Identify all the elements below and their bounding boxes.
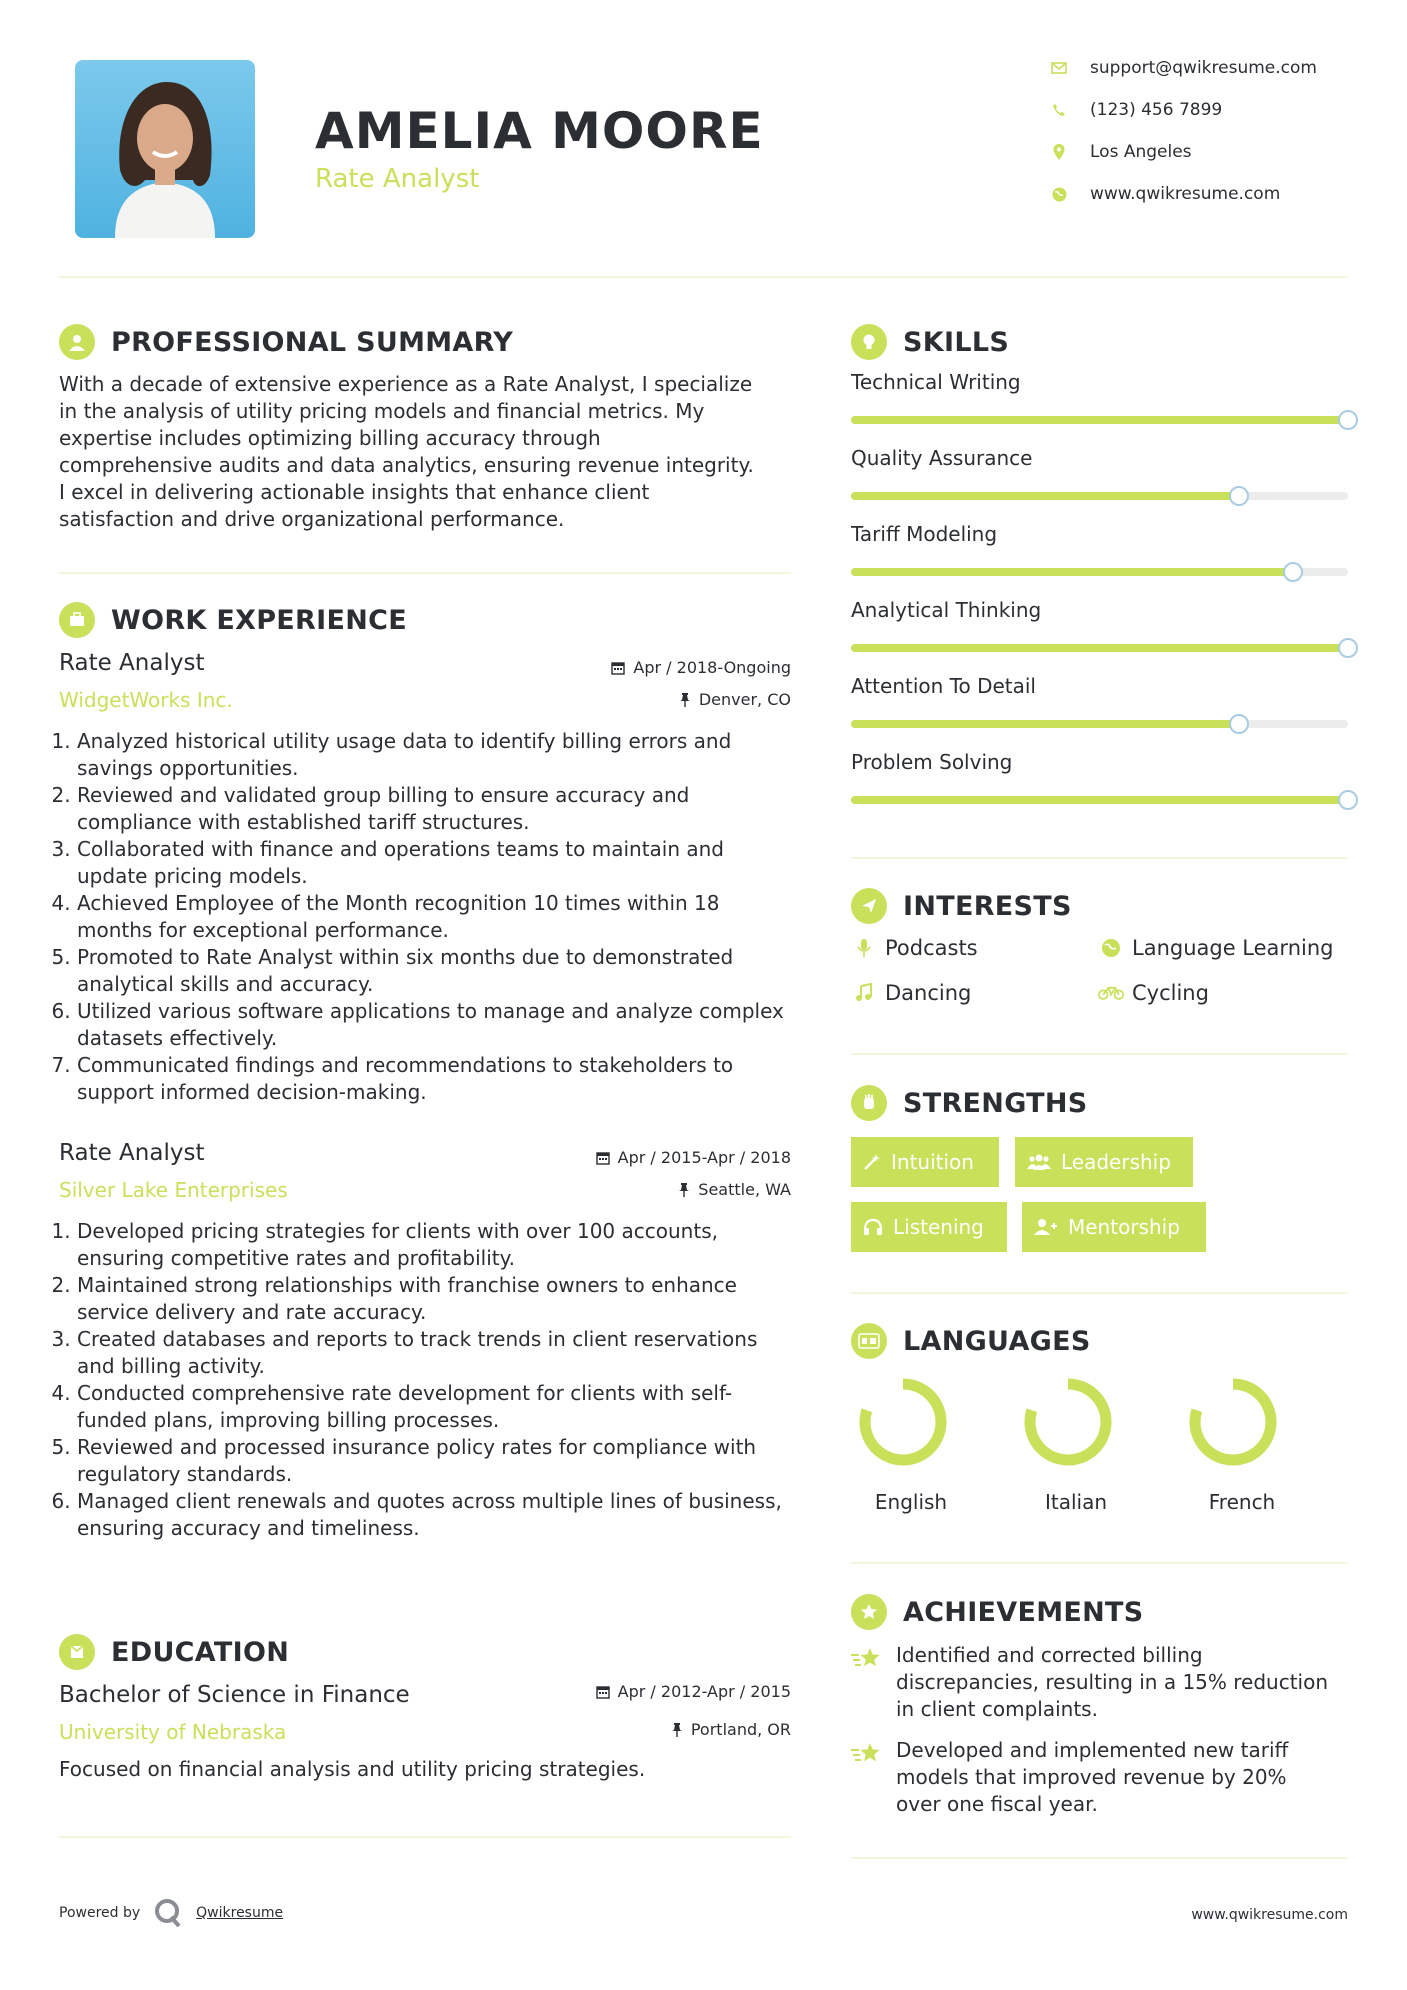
skill-bar-knob[interactable] <box>1338 410 1358 430</box>
achievement-line: over one fiscal year. <box>896 1792 1098 1816</box>
qwikresume-logo-icon <box>154 1898 182 1928</box>
interest-label: Cycling <box>1132 981 1209 1005</box>
education-dates <box>596 1682 791 1701</box>
summary-line: I excel in delivering actionable insights that enhance client <box>59 480 650 504</box>
achievement-item <box>851 1737 1348 1818</box>
list-item: 3. Collaborated with finance and operations teams to maintain and update pricing models. <box>77 836 799 890</box>
summary-title: PROFESSIONAL SUMMARY <box>111 326 514 358</box>
skill-bar <box>851 720 1348 728</box>
globe-icon <box>1050 185 1068 203</box>
list-item: 1. Developed pricing strategies for clients with over 100 accounts, ensuring competitive rates and profitability. <box>77 1218 799 1272</box>
summary-line: satisfaction and drive organizational performance. <box>59 507 565 531</box>
skill-bar <box>851 492 1348 500</box>
skill-name: Problem Solving <box>851 750 1013 774</box>
magic-wand-icon <box>863 1153 881 1171</box>
strength-tag <box>851 1137 999 1187</box>
list-item: 6. Managed client renewals and quotes across multiple lines of business, ensuring accuracy and timeliness. <box>77 1488 799 1542</box>
skill-bar-knob[interactable] <box>1229 714 1249 734</box>
job-1-dates <box>611 658 791 677</box>
skill-bar <box>851 796 1348 804</box>
interest-item <box>851 936 978 960</box>
job-1-duties <box>59 728 799 1106</box>
star-icon <box>851 1646 883 1672</box>
job-1-location <box>679 690 791 709</box>
skill-name: Attention To Detail <box>851 674 1036 698</box>
headphones-icon <box>863 1218 883 1236</box>
contact-phone[interactable] <box>1050 100 1222 120</box>
skill-bar-fill <box>851 796 1348 804</box>
trophy-icon <box>851 1594 887 1630</box>
strength-tag <box>1022 1202 1206 1252</box>
contact-email[interactable] <box>1050 58 1317 78</box>
list-item: 2. Reviewed and validated group billing to ensure accuracy and compliance with established tariff structures. <box>77 782 799 836</box>
summary-line: comprehensive audits and data analytics, ensuring revenue integrity. <box>59 453 754 477</box>
brand-link[interactable]: Qwikresume <box>196 1905 284 1921</box>
contact-website-text: www.qwikresume.com <box>1090 184 1281 204</box>
achievement-line: Developed and implemented new tariff <box>896 1738 1289 1762</box>
envelope-icon <box>1050 59 1068 77</box>
hand-icon <box>851 1085 887 1121</box>
strength-label: Mentorship <box>1068 1215 1180 1239</box>
contact-website[interactable] <box>1050 184 1280 204</box>
job-1-dates-text: Apr / 2018-Ongoing <box>633 658 791 677</box>
experience-title: WORK EXPERIENCE <box>111 604 407 636</box>
education-school: University of Nebraska <box>59 1720 287 1744</box>
skill-bar-knob[interactable] <box>1338 638 1358 658</box>
list-item: 7. Communicated findings and recommendations to stakeholders to support informed decision-making. <box>77 1052 799 1106</box>
summary-line: expertise includes optimizing billing accuracy through <box>59 426 601 450</box>
calendar-icon <box>611 661 625 675</box>
language-ring-french <box>1195 1384 1271 1460</box>
strength-label: Listening <box>893 1215 984 1239</box>
language-ring-italian <box>1030 1384 1106 1460</box>
language-icon <box>851 1323 887 1359</box>
calendar-icon <box>596 1151 610 1165</box>
job-2-duties <box>59 1218 799 1542</box>
summary-line: With a decade of extensive experience as a Rate Analyst, I specialize <box>59 372 753 396</box>
section-divider <box>851 857 1348 859</box>
job-2-dates <box>596 1148 791 1167</box>
education-degree: Bachelor of Science in Finance <box>59 1682 410 1708</box>
section-divider <box>59 1836 791 1838</box>
language-label: Italian <box>1044 1490 1108 1514</box>
user-plus-icon <box>1034 1218 1058 1236</box>
achievement-line: models that improved revenue by 20% <box>896 1765 1287 1789</box>
skill-bar-fill <box>851 644 1348 652</box>
user-icon <box>59 324 95 360</box>
job-1-company: WidgetWorks Inc. <box>59 688 233 712</box>
achievement-item <box>851 1642 1348 1723</box>
skills-heading <box>851 324 1009 360</box>
music-note-icon <box>851 983 877 1003</box>
list-item: 5. Reviewed and processed insurance policy rates for compliance with regulatory standards. <box>77 1434 799 1488</box>
candidate-name: AMELIA MOORE <box>315 102 764 160</box>
candidate-role: Rate Analyst <box>315 164 480 194</box>
bicycle-icon <box>1098 984 1124 1002</box>
skills-list <box>851 370 1348 820</box>
briefcase-icon <box>59 602 95 638</box>
powered-by-text: Powered by <box>59 1905 141 1921</box>
pushpin-icon <box>671 1723 683 1737</box>
job-2-location <box>678 1180 791 1199</box>
education-description: Focused on financial analysis and utility pricing strategies. <box>59 1757 646 1781</box>
skill-bar-knob[interactable] <box>1229 486 1249 506</box>
job-1-title: Rate Analyst <box>59 650 205 676</box>
job-1-location-text: Denver, CO <box>698 690 791 709</box>
paper-plane-icon <box>851 888 887 924</box>
strength-tag <box>1015 1137 1193 1187</box>
skill-name: Analytical Thinking <box>851 598 1042 622</box>
contact-email-text: support@qwikresume.com <box>1090 58 1317 78</box>
skill-bar <box>851 644 1348 652</box>
list-item: 2. Maintained strong relationships with franchise owners to enhance service delivery and rate accuracy. <box>77 1272 799 1326</box>
skill-bar-knob[interactable] <box>1283 562 1303 582</box>
skill-bar-fill <box>851 416 1348 424</box>
skill-bar-fill <box>851 568 1293 576</box>
group-icon <box>1027 1153 1051 1171</box>
calendar-icon <box>596 1685 610 1699</box>
achievement-line: in client complaints. <box>896 1697 1098 1721</box>
contact-phone-text: (123) 456 7899 <box>1090 100 1223 120</box>
language-label: French <box>1208 1490 1276 1514</box>
education-title: EDUCATION <box>111 1636 290 1668</box>
interest-label: Podcasts <box>885 936 978 960</box>
interest-item <box>1098 981 1209 1005</box>
job-2-title: Rate Analyst <box>59 1140 205 1166</box>
list-item: 5. Promoted to Rate Analyst within six months due to demonstrated analytical skills and accuracy. <box>77 944 799 998</box>
interest-item <box>1098 936 1333 960</box>
experience-heading <box>59 602 407 638</box>
job-2-company: Silver Lake Enterprises <box>59 1178 288 1202</box>
interest-item <box>851 981 971 1005</box>
interests-heading <box>851 888 1072 924</box>
skills-title: SKILLS <box>903 326 1010 358</box>
achievement-line: Identified and corrected billing <box>896 1643 1203 1667</box>
contact-location-text: Los Angeles <box>1090 142 1192 162</box>
interests-title: INTERESTS <box>903 890 1072 922</box>
interest-label: Language Learning <box>1132 936 1334 960</box>
pushpin-icon <box>678 1183 690 1197</box>
interest-label: Dancing <box>885 981 972 1005</box>
skill-name: Tariff Modeling <box>851 522 998 546</box>
lightbulb-icon <box>851 324 887 360</box>
section-divider <box>59 572 791 574</box>
section-divider <box>851 1292 1348 1294</box>
education-location-text: Portland, OR <box>690 1720 791 1739</box>
job-2-dates-text: Apr / 2015-Apr / 2018 <box>617 1148 791 1167</box>
strengths-heading <box>851 1085 1088 1121</box>
globe-icon <box>1098 938 1124 958</box>
strength-label: Leadership <box>1061 1150 1171 1174</box>
section-divider <box>851 1857 1348 1859</box>
summary-text <box>59 371 799 533</box>
list-item: 4. Achieved Employee of the Month recognition 10 times within 18 months for exceptional performance. <box>77 890 799 944</box>
achievement-line: discrepancies, resulting in a 15% reduction <box>896 1670 1329 1694</box>
footer-website[interactable]: www.qwikresume.com <box>1191 1907 1348 1923</box>
star-icon <box>851 1741 883 1767</box>
list-item: 3. Created databases and reports to track trends in client reservations and billing activity. <box>77 1326 799 1380</box>
language-ring-english <box>865 1384 941 1460</box>
summary-heading <box>59 324 513 360</box>
skill-bar-fill <box>851 492 1239 500</box>
skill-bar-knob[interactable] <box>1338 790 1358 810</box>
education-location <box>671 1720 791 1739</box>
languages-title: LANGUAGES <box>903 1325 1091 1357</box>
section-divider <box>851 1053 1348 1055</box>
skill-bar <box>851 416 1348 424</box>
pushpin-icon <box>679 693 691 707</box>
education-dates-text: Apr / 2012-Apr / 2015 <box>617 1682 791 1701</box>
strength-label: Intuition <box>891 1150 974 1174</box>
skill-bar <box>851 568 1348 576</box>
list-item: 1. Analyzed historical utility usage data to identify billing errors and savings opportunities. <box>77 728 799 782</box>
list-item: 6. Utilized various software applications to manage and analyze complex datasets effectively. <box>77 998 799 1052</box>
strengths-title: STRENGTHS <box>903 1087 1088 1119</box>
skill-name: Quality Assurance <box>851 446 1033 470</box>
contact-location <box>1050 142 1192 162</box>
education-heading <box>59 1634 289 1670</box>
skill-bar-fill <box>851 720 1239 728</box>
achievements-title: ACHIEVEMENTS <box>903 1596 1144 1628</box>
graduation-icon <box>59 1634 95 1670</box>
location-pin-icon <box>1050 143 1068 161</box>
achievements-heading <box>851 1594 1144 1630</box>
summary-line: in the analysis of utility pricing models and financial metrics. My <box>59 399 705 423</box>
phone-icon <box>1050 101 1068 119</box>
section-divider <box>851 1562 1348 1564</box>
language-label: English <box>874 1490 948 1514</box>
footer-powered-by <box>59 1898 283 1928</box>
header-divider <box>59 276 1348 278</box>
microphone-icon <box>851 938 877 958</box>
strength-tag <box>851 1202 1007 1252</box>
profile-photo <box>75 60 255 238</box>
skill-name: Technical Writing <box>851 370 1021 394</box>
list-item: 4. Conducted comprehensive rate development for clients with self-funded plans, improving billing processes. <box>77 1380 799 1434</box>
job-2-location-text: Seattle, WA <box>698 1180 791 1199</box>
languages-heading <box>851 1323 1091 1359</box>
